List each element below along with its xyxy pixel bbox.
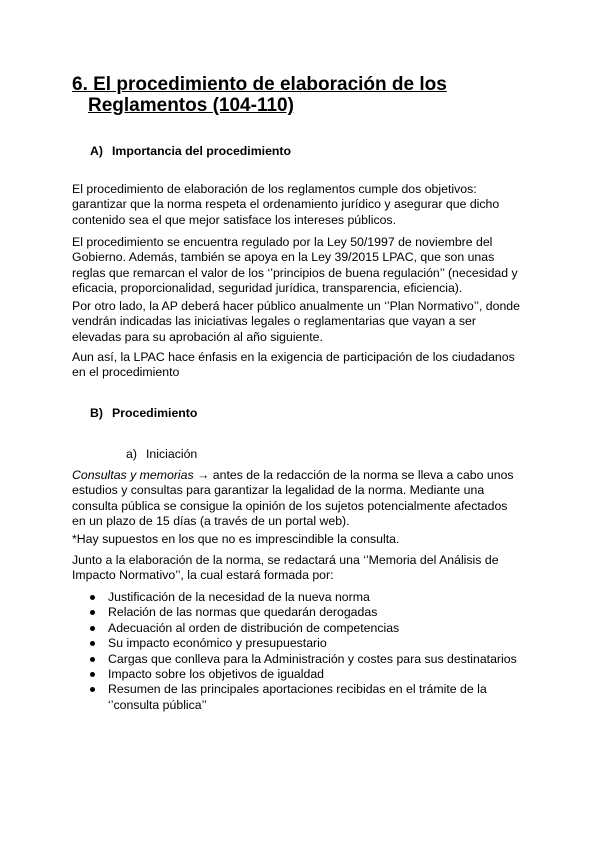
title-line-2: Reglamentos (104-110): [88, 95, 294, 116]
consultas-text: antes de la redacción de la norma se lleva a cabo unos estudios y consultas para garantizar la legalidad de la norma. Mediante una consulta pública se consigue la opinión de los sujetos potencialmente afectados en un plazo de 15 días (a través de un portal web).: [72, 468, 514, 529]
subsection-heading: [126, 447, 197, 461]
subsection-title: Iniciación: [146, 447, 198, 461]
list-item: [90, 667, 530, 682]
list-item-text: Adecuación al orden de distribución de competencias: [108, 620, 400, 635]
page-title: [72, 74, 532, 116]
consultas-label: Consultas y memorias →: [72, 468, 210, 482]
list-item-text: Impacto sobre los objetivos de igualdad: [108, 667, 325, 682]
list-item-text: Relación de las normas que quedarán derogadas: [108, 605, 378, 620]
list-item: [90, 636, 530, 651]
list-item: [90, 621, 530, 636]
section-b-marker: B): [90, 406, 103, 420]
title-line-1: 6. El procedimiento de elaboración de los: [72, 74, 447, 95]
list-item: [90, 605, 530, 620]
bullet-icon: [90, 595, 95, 600]
note-paragraph: *Hay supuestos en los que no es imprescindible la consulta.: [72, 532, 400, 546]
bullet-icon: [90, 641, 95, 646]
bullet-icon: [90, 657, 95, 662]
section-b-title: Procedimiento: [112, 406, 198, 420]
section-b-heading: [90, 406, 197, 420]
subsection-marker: a): [126, 447, 137, 461]
bullet-icon: [90, 610, 95, 615]
bullet-icon: [90, 687, 95, 692]
list-item-text: Justificación de la necesidad de la nueva norma: [108, 590, 370, 604]
list-item: [90, 590, 530, 605]
section-a-title: Importancia del procedimiento: [112, 144, 292, 158]
list-item-text: Cargas que conlleva para la Administración y costes para sus destinatarios: [108, 651, 517, 666]
paragraph: El procedimiento de elaboración de los reglamentos cumple dos objetivos: garantizar que la norma respeta el ordenamiento jurídico y asegurar que dicho contenido sea el que mejor satisface los intereses públicos.: [72, 182, 500, 227]
section-a-heading: [90, 144, 291, 158]
paragraph: El procedimiento se encuentra regulado por la Ley 50/1997 de noviembre del Gobierno. Además, también se apoya en la Ley 39/2015 LPAC, que son unas reglas que remarcan el valor de los ‘’principios de buena regulación’’ (necesidad y eficacia, proporcionalidad, seguridad jurídica, transparencia, eficiencia).: [72, 235, 518, 296]
list-item-text: Resumen de las principales aportaciones recibidas en el trámite de la ‘’consulta pública’’: [108, 682, 487, 712]
list-item: [90, 682, 530, 713]
bullet-icon: [90, 672, 95, 677]
consultas-paragraph: [72, 468, 524, 530]
bullet-icon: [90, 626, 95, 631]
paragraph: Por otro lado, la AP deberá hacer público anualmente un ‘’Plan Normativo’’, donde vendrán indicadas las iniciativas legales o reglamentarias que vayan a ser elevadas para su aprobación al año siguiente.: [72, 299, 520, 344]
section-a-marker: A): [90, 144, 103, 158]
memoria-bullet-list: [90, 590, 530, 713]
memoria-intro: Junto a la elaboración de la norma, se redactará una ‘’Memoria del Análisis de Impacto Normativo’’, la cual estará formada por:: [72, 553, 499, 583]
paragraph: Aun así, la LPAC hace énfasis en la exigencia de participación de los ciudadanos en el procedimiento: [72, 350, 515, 380]
list-item: [90, 652, 530, 667]
list-item-text: Su impacto económico y presupuestario: [108, 636, 327, 651]
